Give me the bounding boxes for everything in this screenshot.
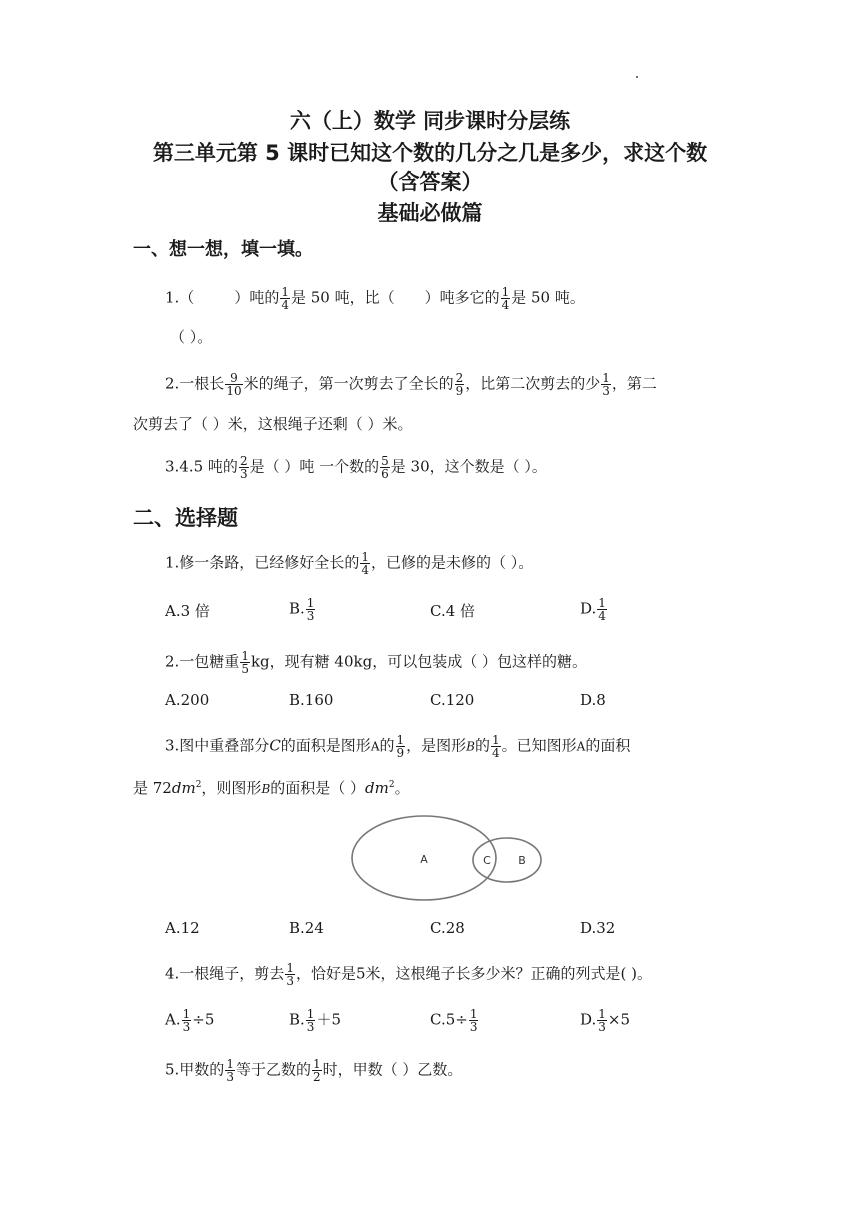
label-a: A <box>420 853 428 866</box>
option-d: D. $\frac{1}{3}$ ×5 <box>580 1007 631 1034</box>
option-a: A. $\frac{1}{3}$ ÷5 <box>165 1007 215 1034</box>
fraction: $\frac{1}{3}$ <box>602 371 610 398</box>
option-b: B.24 <box>289 919 324 937</box>
question-1-2-cont: 次剪去了（ ）米，这根绳子还剩（ ）米。 <box>133 415 413 433</box>
question-2-3: 3.图中重叠部分C的面积是图形A的 $\frac{1}{9}$ ，是图形B的 $\frac{1}{4}$ 。已知图形A的面积 <box>165 733 631 760</box>
option-c: C.5÷ $\frac{1}{3}$ <box>430 1007 478 1034</box>
fraction: $\frac{5}{6}$ <box>381 454 389 481</box>
fraction: $\frac{1}{3}$ <box>286 961 294 988</box>
doc-subtitle: 第三单元第 5 课时已知这个数的几分之几是多少，求这个数 <box>152 141 708 165</box>
fraction: $\frac{1}{3}$ <box>598 1007 606 1034</box>
option-c: C.120 <box>430 691 475 709</box>
fraction: $\frac{1}{3}$ <box>306 1007 315 1034</box>
fraction: $\frac{1}{3}$ <box>182 1007 191 1034</box>
section-heading-fill: 一、想一想，填一填。 <box>133 239 313 260</box>
option-d: D.8 <box>580 691 606 709</box>
fraction: $\frac{2}{9}$ <box>455 371 464 398</box>
question-2-2: 2.一包糖重 $\frac{1}{5}$ kg，现有糖 40kg，可以包装成（ ）包这样的糖。 <box>165 649 587 676</box>
question-2-3-cont: 是 $72dm^2$，则图形B的面积是（ ）$dm^2$。 <box>133 779 410 797</box>
option-d: D.32 <box>580 919 616 937</box>
option-a: A.12 <box>165 919 200 937</box>
option-a: A.3 倍 <box>165 602 210 620</box>
page-dot <box>636 76 638 78</box>
doc-subtitle-note: （含答案） <box>377 170 483 194</box>
option-b: B. $\frac{1}{3}$ <box>289 596 315 623</box>
fraction: $\frac{1}{3}$ <box>469 1007 478 1034</box>
option-d: D. $\frac{1}{4}$ <box>580 596 606 623</box>
section-heading-choice: 二、选择题 <box>133 506 238 530</box>
question-1-1: 1.（ ）吨的 $\frac{1}{4}$ 是 50 吨，比（ ）吨多它的 $\frac{1}{4}$ 是 50 吨。 <box>165 285 585 312</box>
question-2-1: 1.修一条路，已经修好全长的 $\frac{1}{4}$ ，已修的是未修的（ ）。 <box>165 550 534 577</box>
option-c: C.4 倍 <box>430 602 476 620</box>
fraction: $\frac{1}{4}$ <box>492 733 500 760</box>
fraction: $\frac{1}{4}$ <box>361 550 369 577</box>
question-2-5: 5.甲数的 $\frac{1}{3}$ 等于乙数的 $\frac{1}{2}$ 时，甲数（ ）乙数。 <box>165 1057 463 1084</box>
option-c: C.28 <box>430 919 465 937</box>
venn-diagram <box>350 812 550 902</box>
fraction: $\frac{2}{3}$ <box>239 454 248 481</box>
fraction: $\frac{1}{5}$ <box>241 649 249 676</box>
question-2-4: 4.一根绳子，剪去 $\frac{1}{3}$ ，恰好是5米，这根绳子长多少米？正确的列式是( )。 <box>165 961 652 988</box>
fraction: $\frac{1}{4}$ <box>598 596 606 623</box>
doc-part-title: 基础必做篇 <box>377 201 483 225</box>
fraction: $\frac{1}{9}$ <box>396 733 405 760</box>
question-1-2: 2.一根长 $\frac{9}{10}$ 米的绳子，第一次剪去了全长的 $\frac{2}{9}$ ，比第二次剪去的少 $\frac{1}{3}$ ，第二 <box>165 371 657 398</box>
fraction: $\frac{1}{3}$ <box>226 1057 234 1084</box>
fraction: $\frac{1}{4}$ <box>501 285 510 312</box>
question-1-3: 3.4.5 吨的 $\frac{2}{3}$ 是（ ）吨 一个数的 $\frac{5}{6}$ 是 30，这个数是（ ）。 <box>165 454 547 481</box>
option-b: B. $\frac{1}{3}$ ＋5 <box>289 1007 341 1034</box>
option-a: A.200 <box>165 691 210 709</box>
fraction: $\frac{1}{4}$ <box>281 285 289 312</box>
label-c: C <box>483 854 491 867</box>
label-b: B <box>518 854 526 867</box>
fraction: $\frac{1}{2}$ <box>312 1057 321 1084</box>
question-1-1-blank: （ ）。 <box>170 328 213 346</box>
fraction: $\frac{1}{3}$ <box>306 596 315 623</box>
option-b: B.160 <box>289 691 334 709</box>
doc-title: 六（上）数学 同步课时分层练 <box>289 109 571 133</box>
fraction: $\frac{9}{10}$ <box>226 371 242 398</box>
